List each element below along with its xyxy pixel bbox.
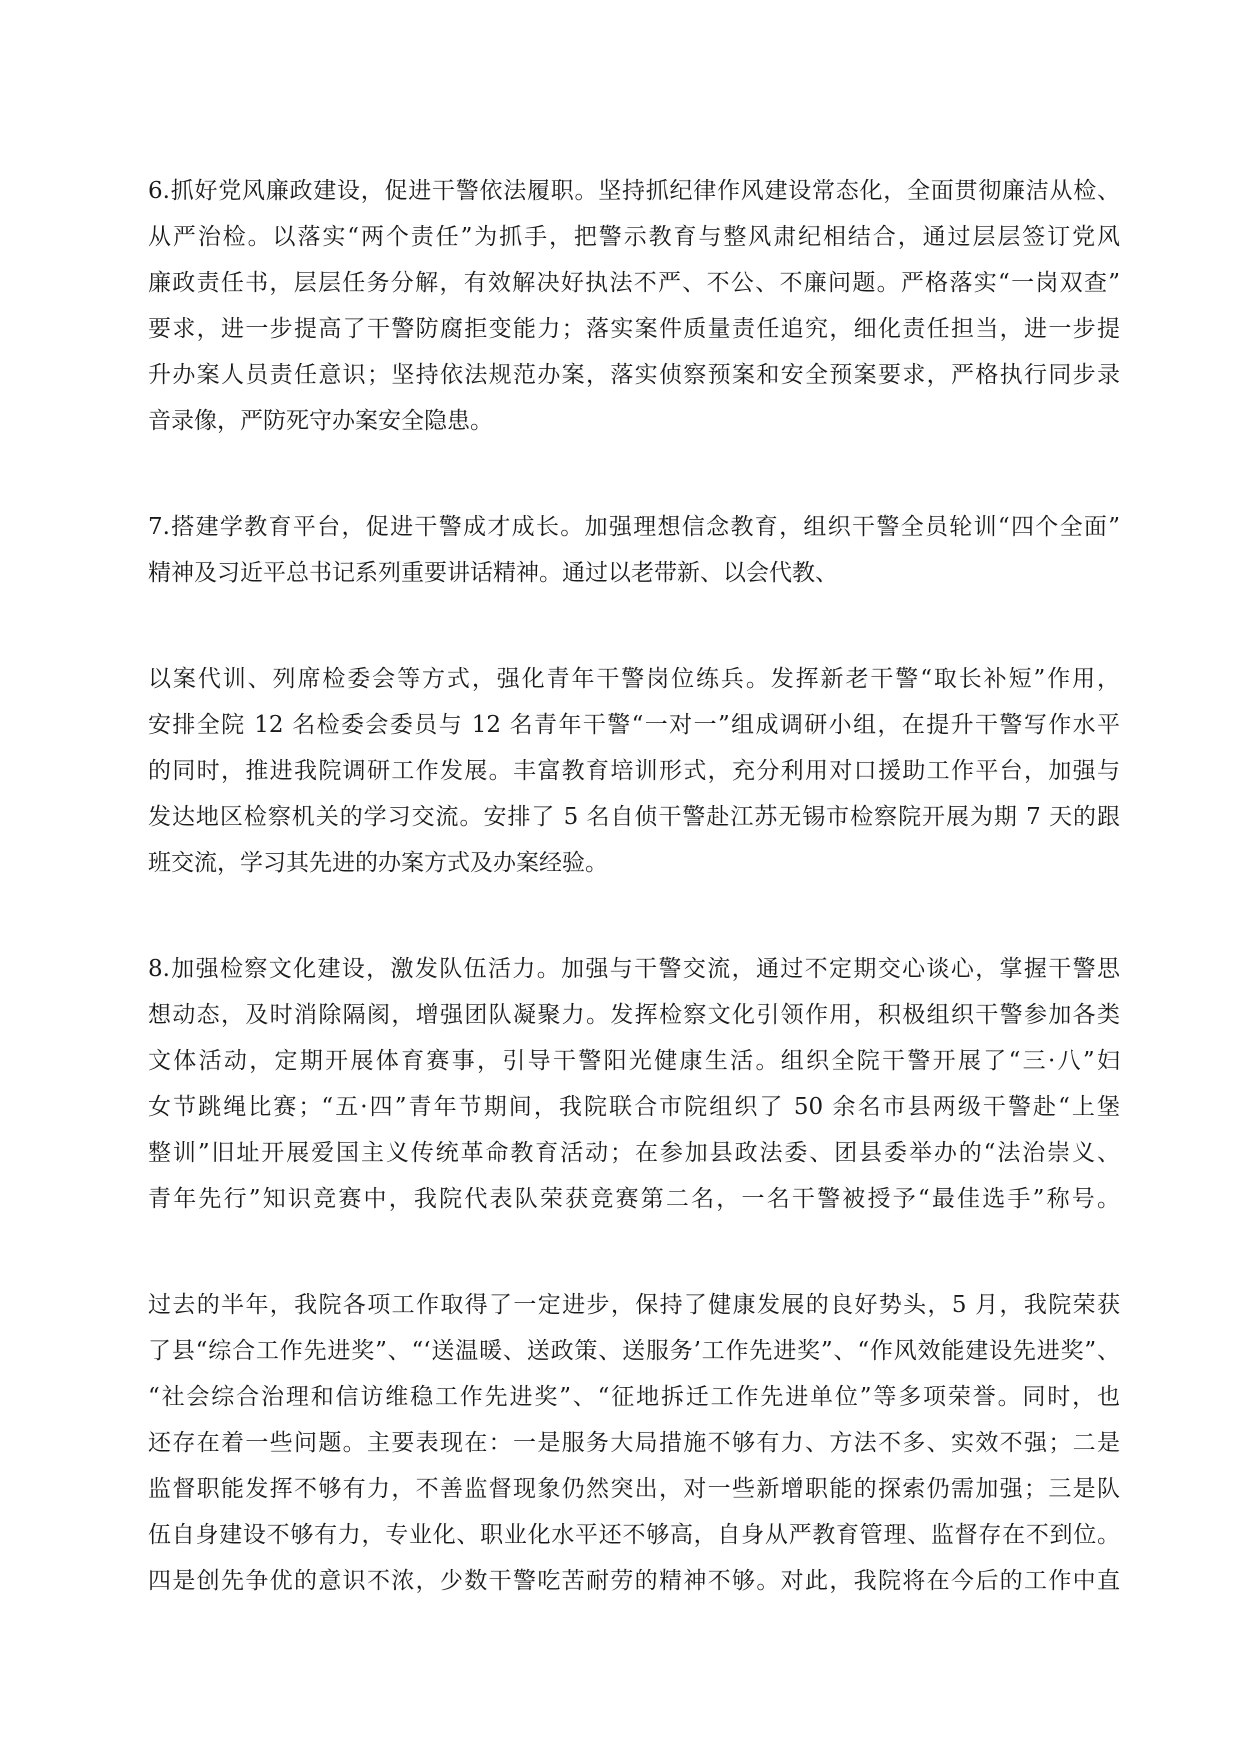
text-line: 廉政责任书，层层任务分解，有效解决好执法不严、不公、不廉问题。严格落实“一岗双查” [148, 270, 1120, 296]
text-line: 了县“综合工作先进奖”、“‘送温暖、送政策、送服务’工作先进奖”、“作风效能建设先进奖”、 [148, 1338, 1120, 1364]
text-line: 安排全院 12 名检委会委员与 12 名青年干警“一对一”组成调研小组，在提升干警写作水平 [148, 712, 1120, 738]
text-line: 四是创先争优的意识不浓，少数干警吃苦耐劳的精神不够。对此，我院将在今后的工作中直 [148, 1568, 1120, 1594]
text-line: 想动态，及时消除隔阂，增强团队凝聚力。发挥检察文化引领作用，积极组织干警参加各类 [148, 1002, 1120, 1028]
text-line: 8.加强检察文化建设，激发队伍活力。加强与干警交流，通过不定期交心谈心，掌握干警思 [148, 956, 1120, 982]
text-line: 音录像，严防死守办案安全隐患。 [148, 408, 493, 434]
text-line: 整训”旧址开展爱国主义传统革命教育活动；在参加县政法委、团县委举办的“法治崇义、 [148, 1140, 1120, 1166]
document-page [148, 168, 1120, 1604]
text-line: 还存在着一些问题。主要表现在：一是服务大局措施不够有力、方法不多、实效不强；二是 [148, 1430, 1120, 1456]
paragraph-6 [148, 168, 1120, 444]
text-line: 以案代训、列席检委会等方式，强化青年干警岗位练兵。发挥新老干警“取长补短”作用， [148, 666, 1120, 692]
text-line: 发达地区检察机关的学习交流。安排了 5 名自侦干警赴江苏无锡市检察院开展为期 7 天的跟 [148, 804, 1120, 830]
text-line: 要求，进一步提高了干警防腐拒变能力；落实案件质量责任追究，细化责任担当，进一步提 [148, 316, 1120, 342]
paragraph-7 [148, 504, 1120, 596]
text-line: 7.搭建学教育平台，促进干警成才成长。加强理想信念教育，组织干警全员轮训“四个全面” [148, 514, 1120, 540]
text-line: “社会综合治理和信访维稳工作先进奖”、“征地拆迁工作先进单位”等多项荣誉。同时，也 [148, 1384, 1120, 1410]
text-line: 的同时，推进我院调研工作发展。丰富教育培训形式，充分利用对口援助工作平台，加强与 [148, 758, 1120, 784]
paragraph-8 [148, 946, 1120, 1222]
text-line: 文体活动，定期开展体育赛事，引导干警阳光健康生活。组织全院干警开展了“三·八”妇 [148, 1048, 1120, 1074]
text-line: 从严治检。以落实“两个责任”为抓手，把警示教育与整风肃纪相结合，通过层层签订党风 [148, 224, 1120, 250]
text-line: 监督职能发挥不够有力，不善监督现象仍然突出，对一些新增职能的探索仍需加强；三是队 [148, 1476, 1120, 1502]
text-line: 过去的半年，我院各项工作取得了一定进步，保持了健康发展的良好势头，5 月，我院荣获 [148, 1292, 1120, 1318]
text-line: 班交流，学习其先进的办案方式及办案经验。 [148, 850, 608, 876]
text-line: 6.抓好党风廉政建设，促进干警依法履职。坚持抓纪律作风建设常态化，全面贯彻廉洁从检、 [148, 178, 1120, 204]
paragraph-7-continued [148, 656, 1120, 886]
text-line: 女节跳绳比赛；“五·四”青年节期间，我院联合市院组织了 50 余名市县两级干警赴“上堡 [148, 1094, 1120, 1120]
text-line: 青年先行”知识竞赛中，我院代表队荣获竞赛第二名，一名干警被授予“最佳选手”称号。 [148, 1186, 1120, 1212]
text-line: 伍自身建设不够有力，专业化、职业化水平还不够高，自身从严教育管理、监督存在不到位。 [148, 1522, 1120, 1548]
text-line: 升办案人员责任意识；坚持依法规范办案，落实侦察预案和安全预案要求，严格执行同步录 [148, 362, 1120, 388]
text-line: 精神及习近平总书记系列重要讲话精神。通过以老带新、以会代教、 [148, 560, 838, 586]
paragraph-summary [148, 1282, 1120, 1604]
